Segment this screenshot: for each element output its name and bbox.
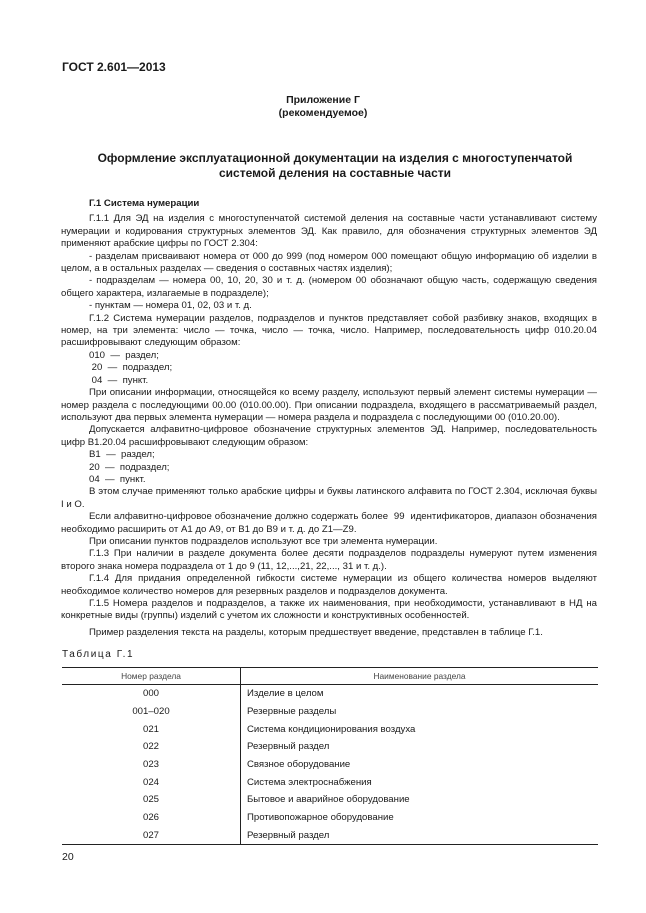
list-item: 20 — подраздел; (89, 362, 173, 374)
paragraph: При описании пунктов подразделов используют все три элемента нумерации. (89, 535, 438, 547)
paragraph: Если алфавитно-цифровое обозначение должно содержать более 99 идентификаторов, диапазон обозначения необходимо расширить от А1 до А9, от В1 до В9 и т. д. до Z1—Z9. (61, 511, 600, 535)
table-row (62, 703, 598, 721)
appendix-status: (рекомендуемое) (278, 107, 368, 119)
section-number: 001–020 (62, 703, 241, 721)
sections-table (62, 667, 598, 845)
table-row (62, 738, 598, 756)
paragraph: Допускается алфавитно-цифровое обозначение структурных элементов ЭД. Например, последовательность цифр В1.20.04 расшифровывают следующим образом: (61, 424, 597, 448)
section-body (61, 198, 600, 639)
paragraph: Г.1.2 Система нумерации разделов, подразделов и пунктов представляет собой разбивку знаков, входящих в номер, на три элемента: число — точка, число — точка, число. Например, последовательность цифр 010.20.04 расшифровывают следующим образом: (61, 312, 597, 349)
section-heading: Г.1 Система нумерации (89, 198, 200, 209)
table-header-row (62, 668, 598, 685)
appendix-label: Приложение Г (286, 94, 360, 106)
section-name: Резервные разделы (247, 706, 337, 718)
table-caption: Таблица Г.1 (62, 649, 135, 660)
paragraph: Г.1.4 Для придания определенной гибкости системе нумерации из общего количества номеров выделяют необходимое количество номеров для резервных разделов и подразделов документа. (61, 573, 597, 597)
table-row (62, 827, 598, 845)
paragraph: Пример разделения текста на разделы, которым предшествует введение, представлен в таблице Г.1. (89, 626, 543, 638)
section-number: 025 (62, 791, 241, 809)
table-row (62, 720, 598, 738)
section-number: 022 (62, 738, 241, 756)
paragraph: Г.1.5 Номера разделов и подразделов, а также их наименования, при необходимости, устанавливают в НД на конкретные виды (группы) изделий с учетом их сложности и конструктивных особенностей. (61, 598, 597, 622)
list-item: 20 — подраздел; (89, 461, 170, 473)
section-name: Противопожарное оборудование (247, 812, 394, 824)
section-name: Резервный раздел (247, 741, 330, 753)
section-number: 027 (62, 827, 241, 845)
list-item: - разделам присваивают номера от 000 до 999 (под номером 000 помещают общую информацию об изделии в целом, а в остальных разделах — сведения о составных частях изделия); (61, 250, 597, 275)
paragraph: Г.1.1 Для ЭД на изделия с многоступенчатой системой деления на составные части устанавливают систему нумерации и кодирования структурных элементов ЭД. Как правило, для обозначения структурных элементов ЭД применяют арабские цифры по ГОСТ 2.304: (61, 213, 597, 250)
appendix-heading (0, 94, 646, 120)
paragraph: Г.1.3 При наличии в разделе документа более десяти подразделов подразделы нумеруют путем изменения второго знака номера подраздела от 1 до 9 (11, 12,...,21, 22,..., 31 и т. д.). (61, 548, 597, 572)
list-item: 010 — раздел; (89, 349, 159, 361)
column-header: Номер раздела (62, 668, 241, 685)
section-name: Связное оборудование (247, 759, 351, 771)
section-number: 023 (62, 756, 241, 774)
section-name: Система кондиционирования воздуха (247, 723, 416, 735)
section-number: 000 (62, 685, 241, 703)
table-row (62, 685, 598, 703)
table-row (62, 809, 598, 827)
document-code: ГОСТ 2.601—2013 (62, 60, 166, 74)
section-name: Изделие в целом (247, 688, 324, 700)
table-row (62, 756, 598, 774)
table-row (62, 773, 598, 791)
list-item: 04 — пункт. (89, 374, 149, 386)
section-number: 026 (62, 809, 241, 827)
section-number: 024 (62, 773, 241, 791)
list-item: - пунктам — номера 01, 02, 03 и т. д. (89, 300, 252, 312)
paragraph: В этом случае применяют только арабские цифры и буквы латинского алфавита по ГОСТ 2.304, исключая буквы I и O. (61, 486, 597, 510)
section-number: 021 (62, 720, 241, 738)
list-item: - подразделам — номера 00, 10, 20, 30 и т. д. (номером 00 обозначают общую часть, содержащую сведения общего характера, излагаемые в подразделе); (61, 275, 597, 299)
list-item: 04 — пункт. (89, 473, 146, 485)
section-name: Резервный раздел (241, 827, 599, 845)
page-number: 20 (62, 851, 74, 863)
column-header: Наименование раздела (241, 668, 599, 685)
appendix-title: Оформление эксплуатационной документации на изделия с многоступенчатой системой деления на составные части (97, 151, 573, 180)
section-name: Бытовое и аварийное оборудование (247, 794, 410, 806)
table-row (62, 791, 598, 809)
list-item: В1 — раздел; (89, 449, 155, 461)
paragraph: При описании информации, относящейся ко всему разделу, используют первый элемент системы нумерации — номер раздела с последующими 00.00 (010.00.00). При описании подраздела, входящего в рассматриваемый раздел, используют два первых элемента нумерации — номера раздела и подраздела с последующими 00 (010.20.00). (61, 387, 597, 423)
section-name: Система электроснабжения (247, 776, 372, 788)
